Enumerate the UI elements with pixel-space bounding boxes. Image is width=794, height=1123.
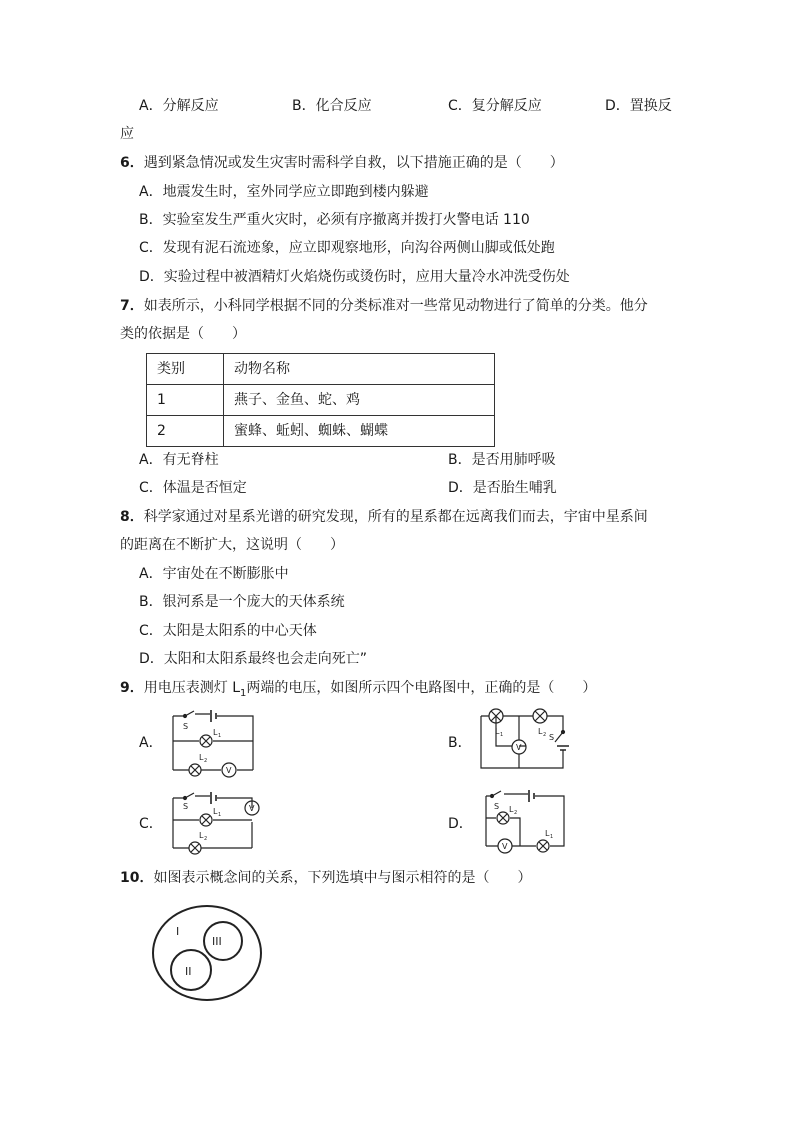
svg-text:2: 2 xyxy=(514,810,518,816)
question-7-number: 7． xyxy=(120,298,144,314)
table-row xyxy=(147,416,495,447)
venn-label-iii: III xyxy=(212,935,222,948)
circuit-d-voltmeter-label: V xyxy=(502,842,508,851)
question-9 xyxy=(120,678,596,704)
circuit-diagram-b xyxy=(475,706,570,772)
question-9-stem-pre: 用电压表测灯 L xyxy=(143,680,240,696)
svg-text:2: 2 xyxy=(543,732,547,738)
table-cell: 燕子、金鱼、蛇、鸡 xyxy=(224,385,495,416)
svg-text:2: 2 xyxy=(204,758,208,764)
q5-option-b: B．化合反应 xyxy=(292,98,372,114)
q5-option-d-wrap: 应 xyxy=(120,126,134,142)
q6-option-c: C．发现有泥石流迹象，应立即观察地形，向沟谷两侧山脚或低处跑 xyxy=(139,240,555,256)
question-6 xyxy=(120,153,564,173)
q5-option-c: C．复分解反应 xyxy=(448,98,542,114)
circuit-b-voltmeter-label: V xyxy=(516,743,522,752)
q8-option-b: B．银河系是一个庞大的天体系统 xyxy=(139,594,345,610)
question-8-stem-line2: 的距离在不断扩大，这说明（ ） xyxy=(120,537,344,553)
circuit-c-l2-label: L xyxy=(199,831,204,840)
circuit-d-l1-label: L xyxy=(545,829,550,838)
q7-option-a: A．有无脊柱 xyxy=(139,452,219,468)
circuit-b-switch-label: S xyxy=(549,733,555,742)
circuit-a-voltmeter-label: V xyxy=(226,766,232,775)
q9-option-b-label: B． xyxy=(448,735,472,751)
venn-label-ii: II xyxy=(185,965,192,978)
svg-text:1: 1 xyxy=(218,733,222,739)
q6-option-d: D．实验过程中被酒精灯火焰烧伤或烫伤时，应用大量冷水冲洗受伤处 xyxy=(139,269,570,285)
circuit-c-voltmeter-label: V xyxy=(249,804,255,813)
question-10-number: 10． xyxy=(120,870,154,886)
circuit-b-l1-label: L xyxy=(495,727,500,736)
question-8-number: 8． xyxy=(120,509,144,525)
q8-option-d: D．太阳和太阳系最终也会走向死亡” xyxy=(139,651,368,667)
circuit-a-switch-label: S xyxy=(183,722,189,731)
svg-text:1: 1 xyxy=(550,834,554,840)
svg-text:1: 1 xyxy=(500,732,504,738)
circuit-diagram-c xyxy=(165,790,265,856)
venn-circle-iii xyxy=(204,922,242,960)
q9-option-c-label: C． xyxy=(139,816,163,832)
question-7-stem-line1: 如表所示，小科同学根据不同的分类标准对一些常见动物进行了简单的分类。他分 xyxy=(143,298,648,314)
venn-label-i: I xyxy=(176,925,180,938)
circuit-diagram-d xyxy=(480,788,570,856)
question-9-stem-sub: 1 xyxy=(240,687,247,699)
question-9-stem-post: 两端的电压，如图所示四个电路图中，正确的是（ ） xyxy=(246,680,597,696)
circuit-d-switch-label: S xyxy=(494,802,500,811)
svg-text:2: 2 xyxy=(204,836,208,842)
q8-option-c: C．太阳是太阳系的中心天体 xyxy=(139,623,317,639)
question-6-number: 6． xyxy=(120,155,144,171)
q5-option-d: D．置换反 xyxy=(605,98,672,114)
table-header-cell: 动物名称 xyxy=(224,354,495,385)
classification-table xyxy=(146,353,495,447)
q6-option-b: B．实验室发生严重火灾时，必须有序撤离并拨打火警电话 110 xyxy=(139,212,530,228)
question-9-number: 9． xyxy=(120,680,144,696)
circuit-d-l2-label: L xyxy=(509,805,514,814)
circuit-a-l1-label: L xyxy=(213,728,218,737)
table-cell: 蜜蜂、蚯蚓、蜘蛛、蝴蝶 xyxy=(224,416,495,447)
circuit-b-l2-label: L xyxy=(538,727,543,736)
q9-option-a-label: A． xyxy=(139,735,163,751)
circuit-diagram-a xyxy=(165,708,260,780)
svg-text:1: 1 xyxy=(218,812,222,818)
question-8-stem-line1: 科学家通过对星系光谱的研究发现，所有的星系都在远离我们而去，宇宙中星系间 xyxy=(143,509,648,525)
circuit-a-l2-label: L xyxy=(199,753,204,762)
question-8 xyxy=(120,507,648,527)
table-header-cell: 类别 xyxy=(147,354,224,385)
q7-option-c: C．体温是否恒定 xyxy=(139,480,247,496)
q8-option-a: A．宇宙处在不断膨胀中 xyxy=(139,566,289,582)
table-header-row xyxy=(147,354,495,385)
table-row xyxy=(147,385,495,416)
table-cell: 1 xyxy=(147,385,224,416)
table-cell: 2 xyxy=(147,416,224,447)
q5-option-a: A．分解反应 xyxy=(139,98,219,114)
q7-option-b: B．是否用肺呼吸 xyxy=(448,452,556,468)
q7-option-d: D．是否胎生哺乳 xyxy=(448,480,557,496)
circuit-c-l1-label: L xyxy=(213,807,218,816)
q9-option-d-label: D． xyxy=(448,816,473,832)
question-6-stem: 遇到紧急情况或发生灾害时需科学自救，以下措施正确的是（ ） xyxy=(143,155,564,171)
question-10 xyxy=(120,868,531,888)
concept-venn-diagram xyxy=(150,903,264,1003)
q6-option-a: A．地震发生时，室外同学应立即跑到楼内躲避 xyxy=(139,184,429,200)
question-10-stem: 如图表示概念间的关系，下列选填中与图示相符的是（ ） xyxy=(153,870,532,886)
circuit-c-switch-label: S xyxy=(183,802,189,811)
question-7 xyxy=(120,296,648,316)
question-7-stem-line2: 类的依据是（ ） xyxy=(120,326,246,342)
